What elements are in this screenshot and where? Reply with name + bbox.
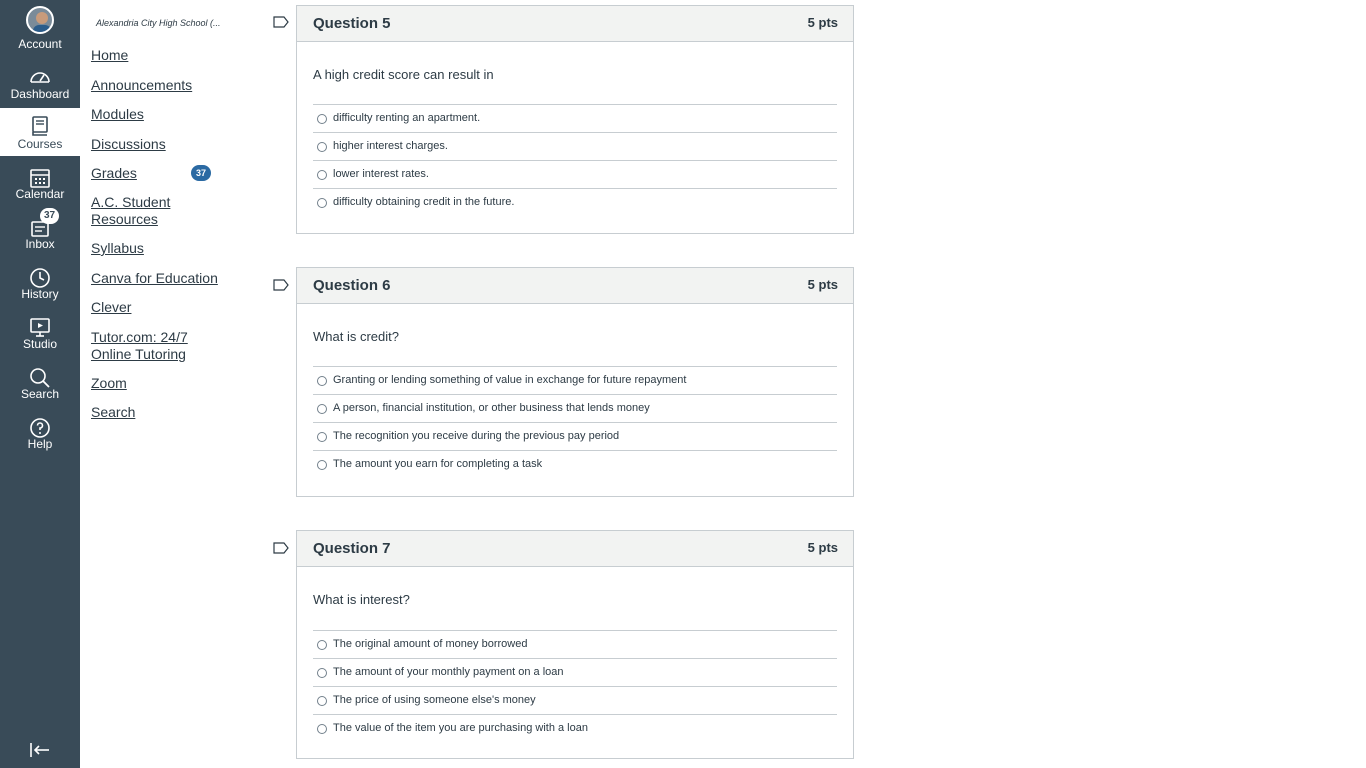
answer-option[interactable] xyxy=(313,686,837,714)
question-header xyxy=(297,6,853,42)
course-nav-tutor[interactable]: Tutor.com: 24/7 Online Tutoring xyxy=(91,329,188,362)
nav-dashboard[interactable] xyxy=(0,62,80,112)
question-title: Question 5 xyxy=(313,15,391,32)
answer-text: difficulty obtaining credit in the future. xyxy=(333,196,515,208)
answer-text: The price of using someone else's money xyxy=(333,694,536,706)
nav-studio[interactable] xyxy=(0,312,80,362)
radio-button[interactable] xyxy=(317,432,327,442)
course-nav-clever[interactable]: Clever xyxy=(91,299,132,315)
question-text: What is credit? xyxy=(313,329,399,344)
answer-option[interactable] xyxy=(313,450,837,478)
question-title: Question 7 xyxy=(313,540,391,557)
question-header xyxy=(297,531,853,567)
nav-account-label: Account xyxy=(18,37,62,51)
radio-button[interactable] xyxy=(317,142,327,152)
flag-question-icon[interactable] xyxy=(273,542,289,554)
nav-dashboard-label: Dashboard xyxy=(10,87,70,101)
nav-history-label: History xyxy=(21,287,59,301)
nav-calendar[interactable] xyxy=(0,162,80,212)
course-title[interactable]: Alexandria City High School (... xyxy=(96,18,221,28)
answer-text: difficulty renting an apartment. xyxy=(333,112,481,124)
radio-button[interactable] xyxy=(317,724,327,734)
answer-option[interactable] xyxy=(313,160,837,188)
question-text: A high credit score can result in xyxy=(313,67,494,82)
answer-list xyxy=(313,104,837,216)
answer-text: higher interest charges. xyxy=(333,140,448,152)
course-nav-canva[interactable]: Canva for Education xyxy=(91,270,218,286)
answer-option[interactable] xyxy=(313,630,837,658)
answer-text: A person, financial institution, or other business that lends money xyxy=(333,402,650,414)
question-title: Question 6 xyxy=(313,277,391,294)
nav-calendar-label: Calendar xyxy=(15,187,65,201)
course-nav-zoom[interactable]: Zoom xyxy=(91,375,127,391)
radio-button[interactable] xyxy=(317,460,327,470)
course-nav-home[interactable]: Home xyxy=(91,47,129,63)
course-nav xyxy=(80,0,230,768)
book-icon xyxy=(28,114,52,138)
course-nav-student-resources[interactable]: A.C. Student Resources xyxy=(91,194,171,227)
answer-text: The amount of your monthly payment on a loan xyxy=(333,666,564,678)
course-nav-grades[interactable]: Grades xyxy=(91,165,137,181)
grades-badge: 37 xyxy=(191,165,211,181)
nav-studio-label: Studio xyxy=(22,337,58,351)
answer-list xyxy=(313,630,837,742)
answer-list xyxy=(313,366,837,478)
collapse-nav-icon[interactable] xyxy=(29,740,51,760)
course-nav-announcements[interactable]: Announcements xyxy=(91,77,193,93)
nav-search[interactable] xyxy=(0,362,80,412)
question-points: 5 pts xyxy=(807,277,838,292)
answer-text: lower interest rates. xyxy=(333,168,429,180)
answer-text: The original amount of money borrowed xyxy=(333,638,528,650)
radio-button[interactable] xyxy=(317,404,327,414)
answer-option[interactable] xyxy=(313,132,837,160)
answer-text: The value of the item you are purchasing with a loan xyxy=(333,722,588,734)
answer-option[interactable] xyxy=(313,188,837,216)
question-card xyxy=(296,267,854,497)
question-card xyxy=(296,5,854,234)
course-nav-search[interactable]: Search xyxy=(91,404,136,420)
nav-courses-label: Courses xyxy=(17,137,63,151)
nav-search-label: Search xyxy=(20,387,60,401)
nav-inbox-label: Inbox xyxy=(25,237,55,251)
radio-button[interactable] xyxy=(317,376,327,386)
answer-text: Granting or lending something of value in exchange for future repayment xyxy=(333,374,687,386)
answer-text: The amount you earn for completing a task xyxy=(333,458,543,470)
answer-option[interactable] xyxy=(313,366,837,394)
radio-button[interactable] xyxy=(317,696,327,706)
question-card xyxy=(296,530,854,759)
question-points: 5 pts xyxy=(807,540,838,555)
radio-button[interactable] xyxy=(317,640,327,650)
radio-button[interactable] xyxy=(317,114,327,124)
question-text: What is interest? xyxy=(313,592,410,607)
radio-button[interactable] xyxy=(317,198,327,208)
answer-option[interactable] xyxy=(313,104,837,132)
answer-option[interactable] xyxy=(313,422,837,450)
flag-question-icon[interactable] xyxy=(273,16,289,28)
avatar xyxy=(26,6,54,34)
answer-option[interactable] xyxy=(313,714,837,742)
answer-option[interactable] xyxy=(313,658,837,686)
course-nav-syllabus[interactable]: Syllabus xyxy=(91,240,144,256)
nav-courses[interactable] xyxy=(0,108,80,156)
flag-question-icon[interactable] xyxy=(273,279,289,291)
radio-button[interactable] xyxy=(317,170,327,180)
answer-text: The recognition you receive during the previous pay period xyxy=(333,430,620,442)
answer-option[interactable] xyxy=(313,394,837,422)
nav-account[interactable] xyxy=(0,0,80,50)
question-header xyxy=(297,268,853,304)
nav-help-label: Help xyxy=(27,437,53,451)
question-points: 5 pts xyxy=(807,15,838,30)
nav-help[interactable] xyxy=(0,412,80,462)
radio-button[interactable] xyxy=(317,668,327,678)
course-nav-discussions[interactable]: Discussions xyxy=(91,136,166,152)
inbox-unread-badge: 37 xyxy=(40,208,59,224)
nav-history[interactable] xyxy=(0,262,80,312)
global-nav xyxy=(0,0,80,768)
course-nav-modules[interactable]: Modules xyxy=(91,106,144,122)
